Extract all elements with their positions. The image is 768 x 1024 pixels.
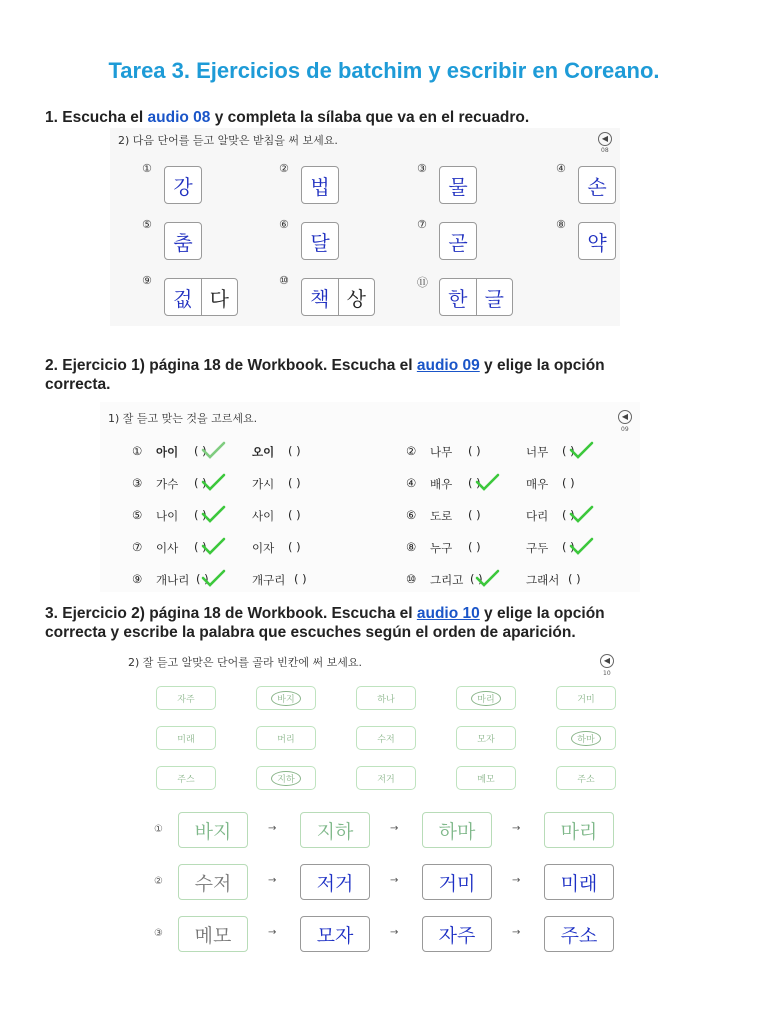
choice-a-paren[interactable]: ( ) [470, 572, 483, 586]
syllable [579, 167, 615, 203]
word-text: 하마 [571, 731, 600, 746]
row-number: ③ [154, 928, 163, 939]
choice-row [406, 442, 666, 464]
answer-box[interactable] [178, 916, 248, 952]
answer-box[interactable] [178, 864, 248, 900]
choice-a[interactable]: 나이 [156, 509, 179, 523]
item-number: ⑦ [132, 540, 143, 554]
check-mark-icon [568, 440, 594, 460]
choice-b[interactable]: 너무 [526, 445, 549, 459]
speaker-icon[interactable]: ◀ [598, 132, 612, 146]
check-mark-icon [568, 504, 594, 524]
choice-b[interactable]: 사이 [252, 509, 275, 523]
choice-a[interactable]: 이사 [156, 541, 179, 555]
arrow-icon: → [268, 927, 277, 938]
answer-text: 바지 [194, 820, 232, 843]
word-text: 메모 [477, 774, 495, 785]
choice-a[interactable]: 배우 [430, 477, 453, 491]
item-number: ② [406, 444, 417, 458]
check-mark-icon [474, 568, 500, 588]
check-mark-icon [568, 536, 594, 556]
word-text: 미래 [177, 734, 195, 745]
word-text: 거미 [577, 694, 595, 705]
syllable-text: 강 [173, 174, 193, 199]
word-card[interactable] [556, 766, 616, 790]
question-2 [45, 356, 605, 394]
item-number: ⑨ [132, 572, 143, 586]
syllable-box[interactable] [578, 166, 616, 204]
word-card[interactable] [156, 726, 216, 750]
choice-row [406, 474, 666, 496]
word-text: 하나 [377, 694, 395, 705]
arrow-icon: → [512, 823, 521, 834]
answer-box[interactable] [422, 916, 492, 952]
audio-08-link[interactable]: audio 08 [147, 109, 211, 126]
choice-b[interactable]: 이자 [252, 541, 275, 555]
q3-text: 3. Ejercicio 2) página 18 de Workbook. Escucha el [45, 605, 417, 622]
syllable-text: 겂 [173, 286, 193, 311]
syllable-text: 약 [587, 230, 607, 255]
answer-box[interactable] [422, 812, 492, 848]
choice-a-paren[interactable]: ( ) [194, 508, 207, 522]
choice-b[interactable]: 가시 [252, 477, 275, 491]
answer-text: 자주 [438, 924, 476, 947]
arrow-icon: → [390, 875, 399, 886]
check-mark-icon [200, 536, 226, 556]
audio-09-link[interactable]: audio 09 [416, 357, 480, 374]
check-mark-icon [200, 504, 226, 524]
answer-text: 모자 [316, 924, 354, 947]
answer-box[interactable] [300, 812, 370, 848]
exercise-3-instruction: 2) 잘 듣고 알맞은 단어를 골라 빈칸에 써 보세요. [128, 656, 363, 669]
syllable-text: 법 [310, 174, 330, 199]
choice-b-paren[interactable]: ( ) [288, 508, 301, 522]
choice-a-paren[interactable]: ( ) [468, 444, 481, 458]
choice-b-paren[interactable]: ( ) [562, 508, 575, 522]
page-title: Tarea 3. Ejercicios de batchim y escribir en Coreano. [108, 58, 660, 83]
row-number: ② [154, 876, 163, 887]
syllable [302, 167, 338, 203]
exercise-3-panel [120, 648, 630, 958]
exercise-2-panel [100, 402, 640, 592]
syllable [579, 223, 615, 259]
choice-b-paren[interactable]: ( ) [568, 572, 581, 586]
exercise-2-instruction: 1) 잘 듣고 맞는 것을 고르세요. [108, 412, 258, 425]
word-text: 머리 [277, 734, 295, 745]
word-text: 마리 [471, 691, 500, 706]
syllable-box[interactable] [439, 222, 477, 260]
check-mark-icon [200, 568, 226, 588]
choice-b[interactable]: 매우 [526, 477, 549, 491]
item-number: ⑧ [406, 540, 417, 554]
audio-number: 09 [621, 426, 629, 433]
syllable-text: 글 [484, 286, 504, 311]
syllable [440, 279, 476, 315]
word-card[interactable] [456, 726, 516, 750]
item-number: ⑧ [556, 218, 566, 231]
arrow-icon: → [268, 875, 277, 886]
choice-b-paren[interactable]: ( ) [288, 540, 301, 554]
item-number: ⑨ [142, 274, 152, 287]
answer-box[interactable] [544, 864, 614, 900]
choice-row [132, 442, 392, 464]
syllable-text: 다 [209, 286, 229, 311]
answer-text: 주소 [560, 924, 598, 947]
arrow-icon: → [512, 927, 521, 938]
item-number: ④ [556, 162, 566, 175]
item-number: ⑥ [406, 508, 417, 522]
choice-b-paren[interactable]: ( ) [288, 444, 301, 458]
word-card[interactable] [456, 766, 516, 790]
answer-box[interactable] [422, 864, 492, 900]
answer-text: 지하 [316, 820, 354, 843]
syllable [476, 279, 513, 315]
word-card[interactable] [356, 686, 416, 710]
item-number: ② [279, 162, 289, 175]
syllable [440, 223, 476, 259]
arrow-icon: → [268, 823, 277, 834]
syllable [201, 279, 238, 315]
item-number: ⑩ [406, 572, 417, 586]
choice-a-paren[interactable]: ( ) [468, 476, 481, 490]
item-number: ⑦ [417, 218, 427, 231]
word-text: 주소 [577, 774, 595, 785]
answer-text: 거미 [438, 872, 476, 895]
syllable-text: 상 [346, 286, 366, 311]
item-number: ① [142, 162, 152, 175]
choice-a-paren[interactable]: ( ) [468, 508, 481, 522]
answer-text: 미래 [560, 872, 598, 895]
syllable-box[interactable] [164, 166, 202, 204]
choice-row [406, 506, 666, 528]
choice-a[interactable]: 도로 [430, 509, 453, 523]
syllable-box[interactable] [301, 278, 375, 316]
choice-b[interactable]: 개구리 [252, 573, 286, 587]
question-3 [45, 604, 605, 642]
syllable-box[interactable] [439, 166, 477, 204]
answer-box[interactable] [544, 916, 614, 952]
choice-a[interactable]: 누구 [430, 541, 453, 555]
answer-box[interactable] [300, 864, 370, 900]
q1-text-end: y completa la sílaba que va en el recuadro. [210, 109, 530, 126]
word-card[interactable] [156, 686, 216, 710]
choice-b[interactable]: 다리 [526, 509, 549, 523]
audio-number: 10 [603, 670, 611, 677]
syllable-box[interactable] [164, 222, 202, 260]
choice-row [132, 570, 392, 592]
check-mark-icon [200, 440, 226, 460]
choice-a-paren[interactable]: ( ) [194, 444, 207, 458]
arrow-icon: → [390, 823, 399, 834]
word-card[interactable] [356, 766, 416, 790]
word-card[interactable] [456, 686, 516, 710]
word-card[interactable] [156, 766, 216, 790]
syllable-box[interactable] [164, 278, 238, 316]
question-1 [45, 108, 529, 127]
answer-text: 하마 [438, 820, 476, 843]
syllable-text: 곧 [448, 230, 468, 255]
choice-a-paren[interactable]: ( ) [468, 540, 481, 554]
choice-b[interactable]: 그래서 [526, 573, 560, 587]
word-card[interactable] [256, 766, 316, 790]
choice-row [132, 538, 392, 560]
answer-box[interactable] [178, 812, 248, 848]
q2-text-line2: correcta. [45, 376, 111, 393]
arrow-icon: → [390, 927, 399, 938]
row-number: ① [154, 824, 163, 835]
check-mark-icon [474, 472, 500, 492]
choice-b-paren[interactable]: ( ) [562, 540, 575, 554]
item-number: ① [132, 444, 143, 458]
choice-b[interactable]: 오이 [252, 445, 275, 459]
choice-a[interactable]: 가수 [156, 477, 179, 491]
choice-a[interactable]: 그리고 [430, 573, 464, 587]
word-text: 주스 [177, 774, 195, 785]
q1-text: 1. Escucha el [45, 109, 148, 126]
choice-a-paren[interactable]: ( ) [194, 476, 207, 490]
syllable [165, 279, 201, 315]
answer-box[interactable] [544, 812, 614, 848]
check-mark-icon [200, 472, 226, 492]
arrow-icon: → [512, 875, 521, 886]
q2-text: 2. Ejercicio 1) página 18 de Workbook. Escucha el [45, 357, 417, 374]
choice-a[interactable]: 나무 [430, 445, 453, 459]
syllable-text: 손 [587, 174, 607, 199]
syllable-text: 달 [310, 230, 330, 255]
q2-text-end: y elige la opción [479, 357, 605, 374]
syllable [302, 279, 338, 315]
item-number: ④ [406, 476, 417, 490]
syllable-box[interactable] [301, 166, 339, 204]
syllable-box[interactable] [578, 222, 616, 260]
word-text: 수저 [377, 734, 395, 745]
word-card[interactable] [256, 686, 316, 710]
choice-row [406, 538, 666, 560]
syllable [165, 223, 201, 259]
speaker-icon[interactable]: ◀ [618, 410, 632, 424]
word-text: 자주 [177, 694, 195, 705]
exercise-1-instruction: 2) 다음 단어를 듣고 알맞은 받침을 써 보세요. [118, 134, 338, 147]
answer-text: 마리 [560, 820, 598, 843]
exercise-1-panel [110, 128, 620, 326]
word-card[interactable] [256, 726, 316, 750]
answer-text: 저거 [316, 872, 354, 895]
audio-10-link[interactable]: audio 10 [416, 605, 480, 622]
item-number: ⑤ [132, 508, 143, 522]
choice-b-paren[interactable]: ( ) [562, 444, 575, 458]
word-text: 지하 [271, 771, 300, 786]
choice-b-paren[interactable]: ( ) [562, 476, 575, 490]
syllable-box[interactable] [439, 278, 513, 316]
choice-b-paren[interactable]: ( ) [288, 476, 301, 490]
syllable-box[interactable] [301, 222, 339, 260]
choice-b-paren[interactable]: ( ) [294, 572, 307, 586]
syllable [302, 223, 338, 259]
syllable [165, 167, 201, 203]
word-text: 모자 [477, 734, 495, 745]
choice-a[interactable]: 개나리 [156, 573, 190, 587]
item-number: ③ [132, 476, 143, 490]
syllable [440, 167, 476, 203]
answer-text: 메모 [194, 924, 232, 947]
item-number: ⑥ [279, 218, 289, 231]
word-card[interactable] [556, 686, 616, 710]
choice-row [406, 570, 666, 592]
syllable-text: 책 [310, 286, 330, 311]
choice-a[interactable]: 아이 [156, 445, 179, 459]
q3-text-line2: correcta y escribe la palabra que escuches según el orden de aparición. [45, 624, 576, 641]
choice-a-paren[interactable]: ( ) [196, 572, 209, 586]
syllable-text: 춤 [173, 230, 193, 255]
q3-text-end: y elige la opción [479, 605, 605, 622]
speaker-icon[interactable]: ◀ [600, 654, 614, 668]
choice-b[interactable]: 구두 [526, 541, 549, 555]
item-number: ⑤ [142, 218, 152, 231]
choice-row [132, 506, 392, 528]
syllable [338, 279, 375, 315]
choice-row [132, 474, 392, 496]
syllable-text: 물 [448, 174, 468, 199]
word-card[interactable] [556, 726, 616, 750]
item-number: ③ [417, 162, 427, 175]
answer-text: 수저 [194, 872, 232, 895]
answer-box[interactable] [300, 916, 370, 952]
syllable-text: 한 [448, 286, 468, 311]
audio-number: 08 [601, 147, 609, 154]
word-text: 바지 [271, 691, 300, 706]
item-number: ⑩ [279, 274, 289, 287]
choice-a-paren[interactable]: ( ) [194, 540, 207, 554]
item-number: ⑪ [417, 276, 428, 289]
word-text: 저거 [377, 774, 395, 785]
word-card[interactable] [356, 726, 416, 750]
